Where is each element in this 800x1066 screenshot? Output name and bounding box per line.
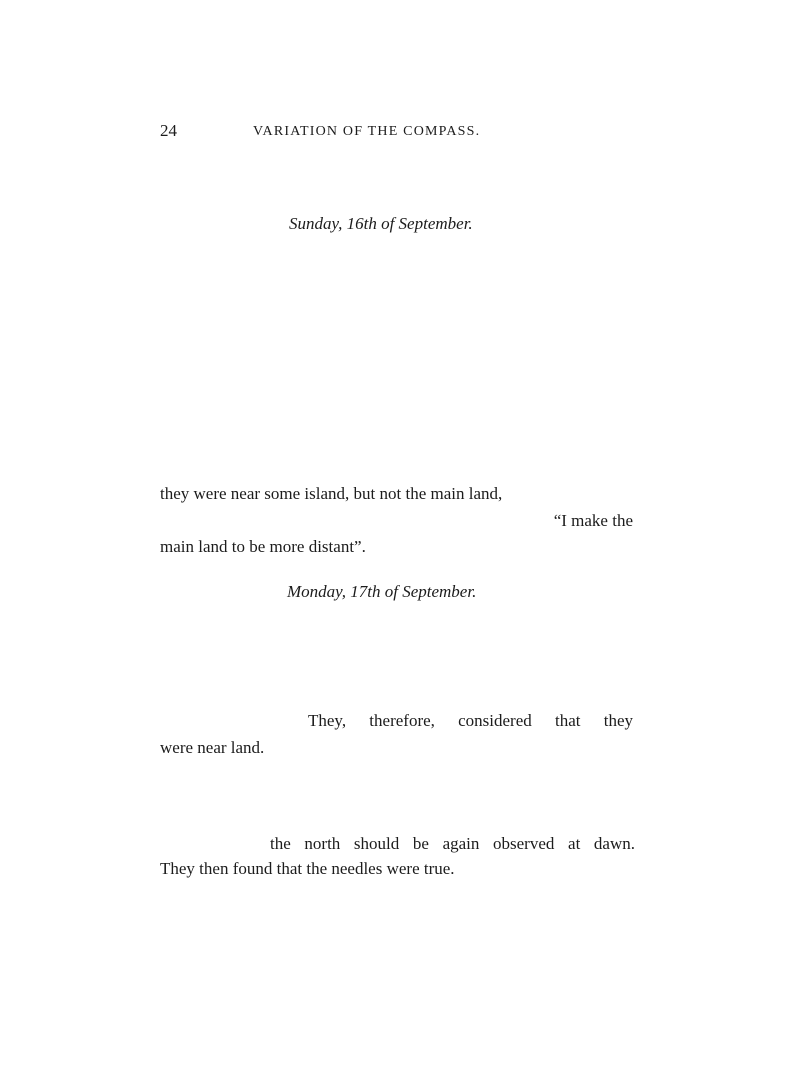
text-line: They then found that the needles were true. <box>160 859 455 878</box>
text-line: main land to be more distant”. <box>160 537 366 556</box>
text-line: were near land. <box>160 738 265 757</box>
running-title: VARIATION OF THE COMPASS. <box>253 124 481 139</box>
section-heading-sunday: Sunday, 16th of September. <box>289 214 473 233</box>
text-line: they were near some island, but not the main land, <box>160 484 503 503</box>
section-heading-monday: Monday, 17th of September. <box>287 582 477 601</box>
text-line: the north should be again observed at dawn. <box>270 834 635 853</box>
text-line: “I make the <box>553 511 633 530</box>
text-line: They, therefore, considered that they <box>308 711 633 730</box>
page-number: 24 <box>160 121 177 140</box>
